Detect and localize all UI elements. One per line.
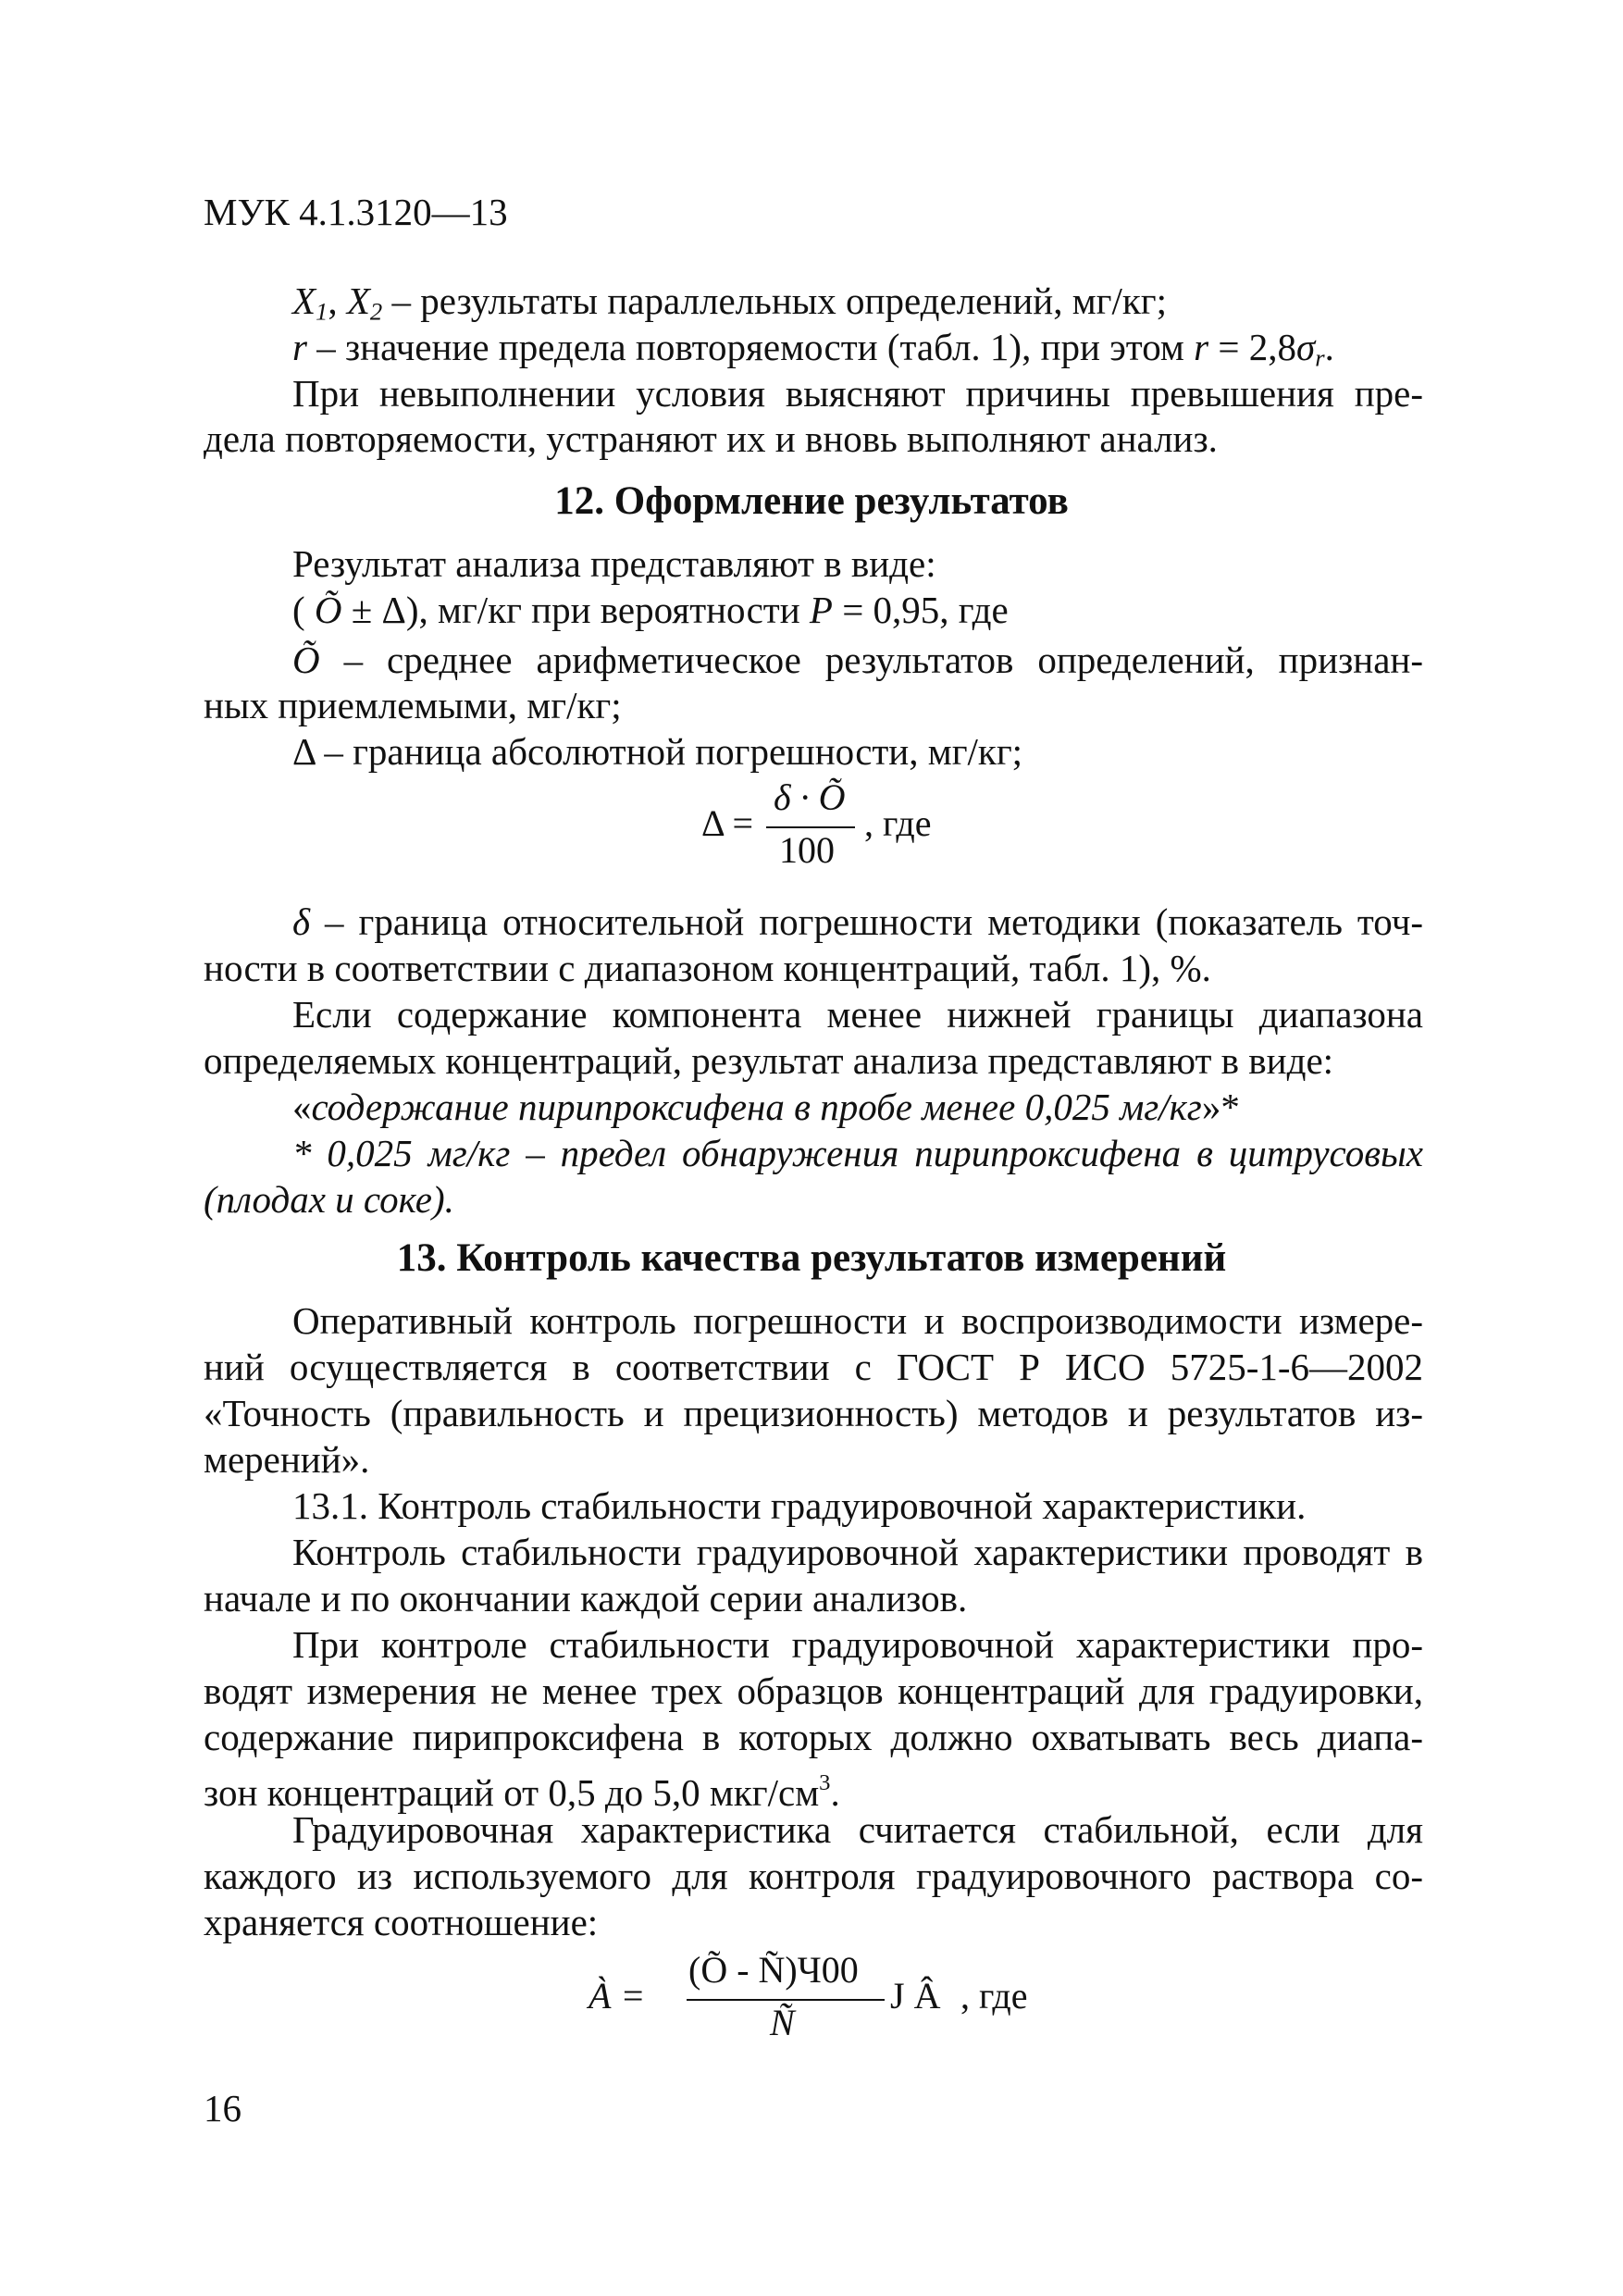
graduation-line-2: каждого из используемого для контроля градуировочного раствора со- <box>204 1855 1423 1897</box>
x2-sub: 2 <box>369 297 383 326</box>
x2-var: X <box>346 279 370 322</box>
sigma-symbol: σ <box>1295 326 1316 368</box>
stability-line-1: Контроль стабильности градуировочной характеристики проводят в <box>292 1531 1423 1573</box>
low-content-line-2: определяемых концентраций, результат анализа представляют в виде: <box>204 1039 1334 1082</box>
footnote-line-2: (плодах и соке). <box>204 1178 454 1221</box>
mean-def-text: – среднее арифметическое результатов определений, признан- <box>319 639 1423 681</box>
quote-close: »* <box>1201 1086 1240 1128</box>
para-line-2: дела повторяемости, устраняют их и вновь выполняют анализ. <box>204 417 1218 460</box>
measure-line-4-text: зон концентраций от 0,5 до 5,0 мкг/см <box>204 1771 820 1815</box>
r-eq-val: = 2,8 <box>1208 326 1296 368</box>
footnote-line-1: * 0,025 мг/кг – предел обнаружения пирипроксифена в цитрусовых <box>292 1132 1423 1174</box>
quote-line <box>292 1084 1240 1130</box>
graduation-line-1: Градуировочная характеристика считается стабильной, если для <box>292 1808 1423 1851</box>
formula2-tail: , где <box>960 1975 1028 2017</box>
formula-tail: , где <box>864 802 932 844</box>
relative-error-text: – граница относительной погрешности методики (показатель точ- <box>310 900 1423 943</box>
mean-definition-line-1 <box>292 637 1423 683</box>
x1-sub: 1 <box>316 297 328 326</box>
formula2-numerator: (Õ - Ñ)Ч00 <box>688 1949 859 1991</box>
formula-numerator: δ · Õ <box>774 776 846 818</box>
stability-line-2: начале и по окончании каждой серии анализов. <box>204 1577 968 1620</box>
measure-line-2: водят измерения не менее трех образцов концентраций для градуировки, <box>204 1669 1423 1712</box>
result-intro: Результат анализа представляют в виде: <box>292 542 936 585</box>
measure-line-3: содержание пирипроксифена в которых должно охватывать весь диапа- <box>204 1716 1423 1758</box>
control-para-line-4: мерений». <box>204 1438 370 1481</box>
subsection-13-1: 13.1. Контроль стабильности градуировочной характеристики. <box>292 1484 1307 1527</box>
result-form-open: ( <box>292 589 315 631</box>
result-form <box>292 587 1009 633</box>
mean-symbol: Õ <box>314 589 342 631</box>
result-form-end: = 0,95, где <box>832 589 1009 631</box>
sigma-sub: r <box>1315 343 1325 372</box>
quote-text: содержание пирипроксифена в пробе менее 0,025 мг/кг <box>311 1086 1202 1128</box>
section-13-heading: 13. Контроль качества результатов измерений <box>396 1236 1227 1280</box>
cubic-sup: 3 <box>819 1770 831 1795</box>
para-line-1: При невыполнении условия выясняют причины превышения пре- <box>292 372 1423 415</box>
quote-open: « <box>292 1086 312 1128</box>
delta-small-symbol: δ <box>292 900 311 943</box>
formula2-lhs: À = <box>588 1975 646 2017</box>
result-form-rest: ± Δ), мг/кг при вероятности <box>341 589 810 631</box>
section-12-heading: 12. Оформление результатов <box>554 479 1069 523</box>
x-comma: , <box>328 279 347 322</box>
formula-denominator: 100 <box>779 829 835 871</box>
control-para-line-3: «Точность (правильность и прецизионность) методов и результатов из- <box>204 1392 1423 1434</box>
measure-line-1: При контроле стабильности градуировочной характеристики про- <box>292 1623 1423 1666</box>
page-number: 16 <box>204 2087 242 2129</box>
page-header: МУК 4.1.3120—13 <box>204 191 508 233</box>
r-text: – значение предела повторяемости (табл. 1), при этом <box>306 326 1195 368</box>
formula2-middle: J Â <box>890 1975 941 2017</box>
delta-definition: Δ – граница абсолютной погрешности, мг/кг; <box>292 730 1023 773</box>
r-var: r <box>292 326 307 368</box>
x1-var: X <box>292 279 316 322</box>
relative-error-line-1 <box>292 899 1423 945</box>
low-content-line-1: Если содержание компонента менее нижней границы диапазона <box>292 993 1423 1036</box>
r-end: . <box>1324 326 1334 368</box>
mean-symbol-2: Õ <box>292 639 320 681</box>
r-eq-var: r <box>1194 326 1209 368</box>
control-para-line-2: ний осуществляется в соответствии с ГОСТ Р ИСО 5725-1-6—2002 <box>204 1346 1423 1388</box>
formula2-denominator: Ñ <box>770 2002 795 2043</box>
control-para-line-1: Оперативный контроль погрешности и воспроизводимости измере- <box>292 1299 1423 1342</box>
mean-definition-line-2: ных приемлемыми, мг/кг; <box>204 684 622 726</box>
relative-error-line-2: ности в соответствии с диапазоном концентраций, табл. 1), %. <box>204 947 1211 989</box>
graduation-line-3: храняется соотношение: <box>204 1901 599 1943</box>
x-text: – результаты параллельных определений, мг/кг; <box>382 279 1167 322</box>
p-var: P <box>809 589 833 631</box>
formula-lhs: Δ = <box>701 802 754 844</box>
measure-line-4-end: . <box>830 1771 840 1815</box>
